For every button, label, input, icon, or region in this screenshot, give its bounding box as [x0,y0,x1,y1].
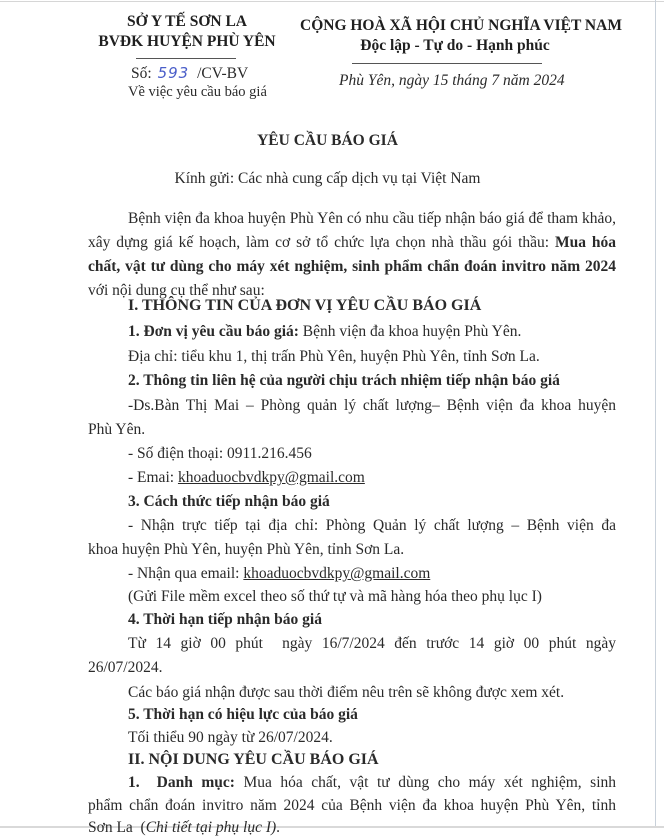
direct-receive-line-1: - Nhận trực tiếp tại địa chỉ: Phòng Quản lý chất lượng – Bệnh viện đa [128,517,616,534]
deadline-line-1: Từ 14 giờ 00 phút ngày 16/7/2024 đến trước 14 giờ 00 phút ngày [128,635,616,652]
national-header-block [300,16,622,56]
receive-method-heading: 3. Cách thức tiếp nhận báo giá [128,493,330,510]
place-date: Phù Yên, ngày 15 tháng 7 năm 2024 [339,72,565,89]
authority-name: SỞ Y TẾ SƠN LA [126,13,248,30]
document-title: YÊU CẦU BÁO GIÁ [257,132,398,149]
organization-name: BVĐK HUYỆN PHÙ YÊN [98,33,276,50]
deadline-line-2: 26/07/2024. [88,659,163,676]
contact-person-line-2: Phù Yên. [88,421,146,438]
requesting-unit [128,321,521,343]
contact-email-link[interactable]: khoaduocbvdkpy@gmail.com [177,469,365,486]
catalog-label: 1. Danh mục: [128,774,235,791]
requesting-unit-value: Bệnh viện đa khoa huyện Phù Yên. [298,323,522,340]
email-label: - Emai: [128,469,178,486]
intro-text-before: Bệnh viện đa khoa huyện Phù Yên có nhu cầu tiếp nhận báo giá để tham khảo, xây dựng giá kế hoạch, làm cơ sở tổ chức lựa chọn nhà thầu gói thầu: [88,210,616,251]
national-motto: Độc lập - Tự do - Hạnh phúc [360,37,550,54]
header-right-divider [352,63,542,64]
package-name: Mua hóa chất, vật tư dùng cho máy xét nghiệm, sinh phẩm chẩn đoán invitro năm 2024 [88,234,617,275]
catalog-line-3-end: . [276,819,281,836]
receive-email-link[interactable]: khoaduocbvdkpy@gmail.com [243,565,431,582]
intro-paragraph [88,207,616,303]
page-top-border [0,1,664,2]
issuing-authority-block [92,12,282,52]
contact-person-line-1: -Ds.Bàn Thị Mai – Phòng quản lý chất lượng– Bệnh viện đa khoa huyện [128,397,616,414]
catalog-line-2: phẩm chẩn đoán invitro năm 2024 của Bệnh viện đa khoa huyện Phù Yên, tỉnh [88,797,616,814]
document-number [131,63,248,84]
requesting-unit-label: 1. Đơn vị yêu cầu báo giá: [128,323,299,340]
validity-period: Tối thiểu 90 ngày từ 26/07/2024. [128,729,333,746]
number-label: Số: [131,65,152,82]
appendix-reference: Chi tiết tại phụ lục I) [145,819,277,836]
contact-email-line [128,467,365,489]
catalog-line-3-plain: Sơn La ( [88,819,146,836]
header-left-divider [136,58,236,59]
address: Địa chỉ: tiểu khu 1, thị trấn Phù Yên, huyện Phù Yên, tỉnh Sơn La. [128,348,540,365]
late-submission-note: Các báo giá nhận được sau thời điểm nêu trên sẽ không được xem xét. [128,684,565,701]
section-1-heading: I. THÔNG TIN CỦA ĐƠN VỊ YÊU CẦU BÁO GIÁ [128,297,482,314]
handwritten-number: 593 [157,64,190,82]
country-name: CỘNG HOÀ XÃ HỘI CHỦ NGHĨA VIỆT NAM [300,17,622,34]
catalog-line-3 [88,817,280,839]
direct-receive-line-2: khoa huyện Phù Yên, huyện Phù Yên, tỉnh Sơn La. [88,541,405,558]
deadline-heading: 4. Thời hạn tiếp nhận báo giá [128,611,322,628]
phone-number: - Số điện thoại: 0911.216.456 [128,445,312,462]
section-2-heading: II. NỘI DUNG YÊU CẦU BÁO GIÁ [128,751,379,768]
intro-text-after: với nội dung cụ thể như sau: [88,282,265,299]
catalog-line-1 [128,772,616,794]
contact-heading: 2. Thông tin liên hệ của người chịu trách nhiệm tiếp nhận báo giá [128,372,560,389]
catalog-text: Mua hóa chất, vật tư dùng cho máy xét nghiệm, sinh [234,774,616,791]
validity-heading: 5. Thời hạn có hiệu lực của báo giá [128,706,358,723]
number-suffix: /CV-BV [197,65,249,82]
document-subject: Về việc yêu cầu báo giá [128,84,267,100]
file-note: (Gửi File mềm excel theo số thứ tự và mã hàng hóa theo phụ lục I) [128,588,542,605]
page-right-border [655,0,656,828]
email-receive-label: - Nhận qua email: [128,565,244,582]
email-receive-line [128,563,430,585]
salutation: Kính gửi: Các nhà cung cấp dịch vụ tại Việt Nam [174,170,481,187]
